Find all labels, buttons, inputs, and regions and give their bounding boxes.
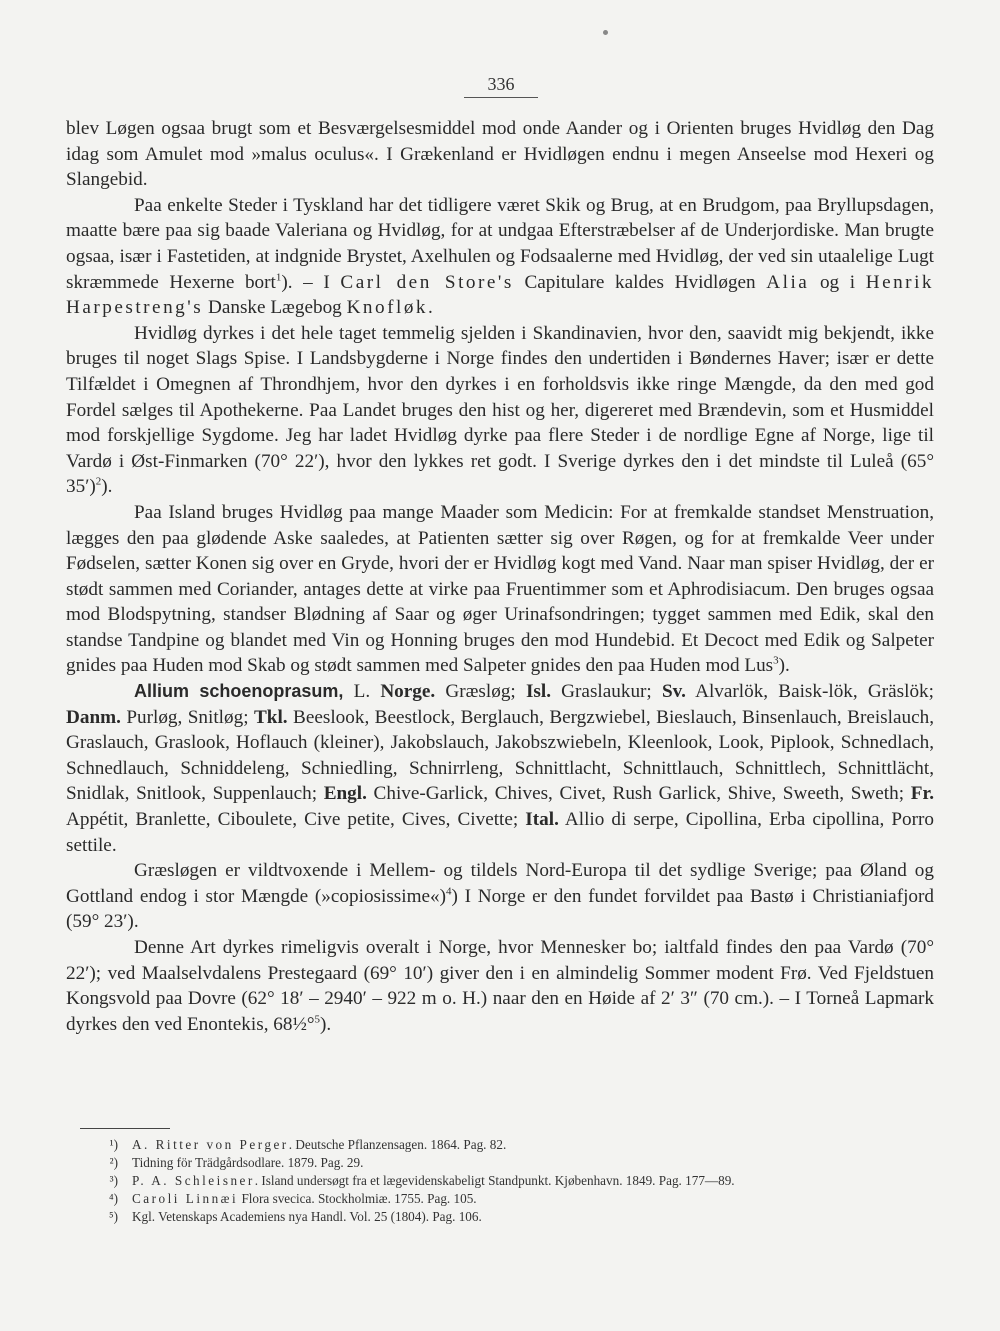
text-run: Allium schoenoprasum, [134, 681, 344, 702]
paragraph [66, 935, 934, 1037]
text-run: Tidning för Trädgårdsodlare. 1879. Pag. 29. [132, 1155, 364, 1170]
text-run: Capitulare kaldes Hvidløgen [513, 271, 767, 293]
footnotes [92, 1136, 942, 1226]
page-number: 336 [464, 74, 538, 98]
text-run: Knofløk [346, 297, 429, 319]
text-run: Appétit, Branlette, Ciboulete, Cive petite, Cives, Civette; [66, 809, 526, 831]
text-run: Hvidløg dyrkes i det hele taget temmelig sjelden i Skandinavien, hvor den, saavidt mig bekjendt, ikke bruges til noget Slags Spise. I Landsbygderne i Norge findes den undertiden i Bøndernes Haver; især er dette Tilfældet i Omegnen af Throndhjem, hvor den dyrkes i en forholdsvis ikke ringe Mængde, da den med god Fordel sælges til Apothekerne. Paa Landet bruges den hist og her, digereret med Brændevin, som et Husmiddel mod forskjellige Sygdome. Jeg har ladet Hvidløg dyrke paa flere Steder i de nordlige Egne af Norge, lige til Vardø i Øst-Finmarken (70° 22′), hvor den lykkes ret godt. I Sverige dyrkes den i det mindste til Luleå (65° 35′) [66, 322, 934, 498]
footnote-text [132, 1208, 482, 1226]
paragraph [66, 500, 934, 679]
text-run: Norge. [380, 681, 436, 703]
footnote-ref: 2 [95, 475, 102, 488]
text-run: . Deutsche Pflanzensagen. 1864. Pag. 82. [288, 1137, 507, 1152]
text-run: Fr. [910, 783, 934, 805]
footnote-text [132, 1154, 363, 1172]
text-run: Carl den Store's [340, 271, 514, 293]
text-run: P. A. Schleisner [132, 1173, 255, 1188]
footnote [92, 1208, 942, 1226]
text-run: Purløg, Snitløg; [120, 706, 254, 728]
footnote-ref: 4 [446, 885, 452, 898]
text-run: Graslaukur; [551, 681, 662, 703]
text-run: Henrik Harpestreng's [66, 271, 934, 319]
footnote-rule [80, 1128, 170, 1129]
speck-mark [603, 30, 608, 35]
paragraph [66, 193, 934, 321]
text-run: Kgl. Vetenskaps Academiens nya Handl. Vol. 25 (1804). Pag. 106. [132, 1209, 482, 1224]
text-run: Danm. [66, 706, 121, 728]
text-run: Danske Lægebog [203, 297, 347, 319]
text-run: Ital. [525, 809, 559, 831]
text-run: Paa enkelte Steder i Tyskland har det tidligere været Skik og Brug, at en Brudgom, paa Bryllupsdagen, maatte bære paa sig baade Valeriana og Hvidløg, for at undgaa Efterstræbelser af de Underjordiske. Man brugte ogsaa, især i Fastetiden, at indgnide Brystet, Axelhulen og Fodsaalerne med Hvidløg, der ved sin utaalelige Lugt skræmmede Hexerne bort [66, 194, 934, 293]
footnote [92, 1190, 942, 1208]
text-run: Alvarlök, Baisk-lök, Gräslök; [685, 681, 934, 703]
footnote-mark: ³) [109, 1173, 118, 1188]
footnote-ref: 3 [773, 655, 779, 668]
text-run: L. [343, 681, 381, 703]
paragraph [66, 858, 934, 935]
footnote [92, 1136, 942, 1154]
footnote-text [132, 1136, 506, 1154]
body-text [66, 116, 934, 1037]
text-run: Chive-Garlick, Chives, Civet, Rush Garlick, Shive, Sweeth, Sweth; [366, 783, 911, 805]
text-run: Flora svecica. Stockholmiæ. 1755. Pag. 105. [238, 1191, 477, 1206]
paragraph [66, 679, 934, 858]
text-run: ). [778, 655, 790, 677]
text-run: . Island undersøgt fra et lægevidenskabeligt Standpunkt. Kjøbenhavn. 1849. Pag. 177—89. [254, 1173, 735, 1188]
footnote-mark: ⁴) [109, 1191, 118, 1206]
text-run: . [428, 297, 433, 319]
footnote-mark: ⁵) [109, 1209, 118, 1224]
paragraph [66, 321, 934, 500]
footnote [92, 1154, 942, 1172]
text-run: Isl. [525, 681, 551, 703]
paragraph [66, 116, 934, 193]
footnote-ref: 1 [275, 271, 282, 284]
footnote [92, 1172, 942, 1190]
footnote-text [132, 1172, 735, 1190]
text-run: Græsløgen er vildtvoxende i Mellem- og tildels Nord-Europa til det sydlige Sverige; paa Øland og Gottland endog i stor Mængde (»copiosissime«) [66, 860, 934, 907]
text-run: ) I Norge er den fundet forvildet paa Bastø i Christianiafjord (59° 23′). [66, 885, 934, 933]
text-run: Beeslook, Beestlock, Berglauch, Bergzwiebel, Bieslauch, Binsenlauch, Breislauch, Graslauch, Graslook, Hoflauch (kleiner), Jakobslauch, Jakobszwiebeln, Kleenlook, Look, Piplook, Schnedlach, Schnedlauch, Schniddeleng, Schniedling, Schnirrleng, Schnittlacht, Schnittlauch, Schnittlech, Schnittlächt, Snidlak, Snitlook, Suppenlauch; [66, 706, 934, 805]
footnote-mark: ¹) [109, 1137, 118, 1152]
text-run: A. Ritter von Perger [132, 1137, 289, 1152]
text-run: ). – I [281, 271, 341, 293]
text-run: ). [101, 476, 113, 498]
footnote-text [132, 1190, 477, 1208]
text-run: Denne Art dyrkes rimeligvis overalt i Norge, hvor Mennesker bo; ialtfald findes den paa Vardø (70° 22′); ved Maalselvdalens Prestegaard (69° 10′) giver den i en almindelig Sommer modent Frø. Ved Fjeldstuen Kongsvold paa Dovre (62° 18′ – 2940′ – 922 m o. H.) naar den en Høide af 2′ 3″ (70 cm.). – I Torneå Lapmark dyrkes den ved Enontekis, 68½° [66, 937, 934, 1035]
text-run: og i [809, 271, 866, 293]
text-run: blev Løgen ogsaa brugt som et Besværgelsesmiddel mod onde Aander og i Orienten bruges Hvidløg den Dag idag som Amulet mod »malus oculus«. I Grækenland er Hvidløgen endnu i megen Anseelse mod Hexeri og Slangebid. [66, 118, 934, 191]
text-run: Allio di serpe, Cipollina, Erba cipollina, Porro settile. [66, 809, 934, 856]
text-run: ). [320, 1013, 332, 1035]
text-run: Paa Island bruges Hvidløg paa mange Maader som Medicin: For at fremkalde standset Menstruation, lægges den paa glødende Aske saaledes, at Patienten sætter sig over Røgen, og for at fremkalde Veer under Fødselen, sætter Konen sig over en Gryde, hvori der er Hvidløg kogt med Vand. Naar man spiser Hvidløg, der er stødt sammen med Coriander, antages dette at virke paa Fruentimmer som et Aphrodisiacum. Den bruges ogsaa mod Blodspytning, standser Blødning af Saar og øger Urinafsondringen; tygget sammen med Edik, skal den standse Tandpine og blandet med Vin og Honning bruges den mod Hundebid. Et Decoct med Edik og Salpeter gnides paa Huden mod Skab og stødt sammen med Salpeter gnides den paa Huden mod Lus [66, 501, 934, 677]
text-run: Tkl. [253, 706, 288, 728]
text-run: Caroli Linnæi [132, 1191, 239, 1206]
text-run: Engl. [323, 783, 367, 805]
footnote-mark: ²) [109, 1155, 118, 1170]
text-run: Alia [766, 271, 810, 293]
footnote-ref: 5 [314, 1013, 321, 1026]
text-run: Græsløg; [435, 681, 526, 703]
text-run: Sv. [661, 681, 686, 703]
